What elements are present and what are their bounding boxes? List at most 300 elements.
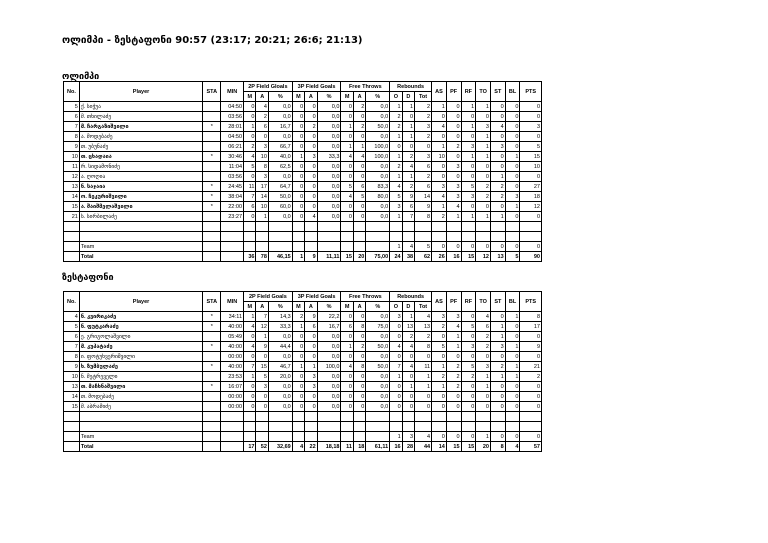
cell-to: 12 [476,252,491,262]
cell-fg3-m: 0 [292,192,304,202]
cell-as: 1 [432,382,447,392]
cell-sta: * [203,122,221,132]
cell-as: 0 [432,392,447,402]
cell-fg3-a: 0 [305,112,317,122]
cell-fg2-a: 9 [256,342,268,352]
cell-as: 0 [432,162,447,172]
header-rf: RF [461,82,476,102]
cell-fg2-pct: 44,4 [268,342,292,352]
cell-ft-m: 0 [341,372,353,382]
cell-player: თ. მოდებაძე [79,392,202,402]
cell-fg2-pct [268,242,292,252]
cell-as: 1 [432,102,447,112]
cell-player: მ. კუპატაძე [79,342,202,352]
header-min: MIN [221,82,244,102]
cell-ft-pct: 83,3 [366,182,390,192]
cell-reb-d: 1 [402,312,414,322]
cell-pts: 0 [520,102,542,112]
cell-reb-tot: 11 [415,362,432,372]
cell-bl: 0 [505,332,520,342]
cell-reb-d: 0 [402,372,414,382]
blank-cell [366,232,390,242]
cell-reb-o: 1 [390,212,402,222]
cell-fg2-m: 1 [244,122,256,132]
cell-ft-pct: 0,0 [366,372,390,382]
cell-rf: 0 [461,112,476,122]
cell-ft-a: 0 [353,402,365,412]
cell-fg3-a: 0 [305,402,317,412]
team-name-home: ოლიმპი [62,72,100,82]
cell-player: ქ. სიჭუა [79,102,202,112]
cell-fg2-m: 2 [244,142,256,152]
cell-sta [203,432,221,442]
cell-fg2-pct: 0,0 [268,402,292,412]
cell-fg3-a: 6 [305,322,317,332]
cell-fg2-m: 0 [244,102,256,112]
header-sta: STA [203,292,221,312]
cell-fg3-pct: 0,0 [317,112,341,122]
cell-fg3-a: 0 [305,132,317,142]
blank-cell [79,232,202,242]
cell-fg2-m: 7 [244,192,256,202]
cell-ft-pct: 0,0 [366,102,390,112]
cell-min: 24:45 [221,182,244,192]
cell-min: 00:00 [221,392,244,402]
cell-no: 6 [64,332,80,342]
cell-no: 11 [64,162,80,172]
blank-cell [317,222,341,232]
blank-cell [520,232,542,242]
cell-fg3-pct: 16,7 [317,322,341,332]
cell-pf: 1 [446,342,461,352]
cell-to: 0 [476,202,491,212]
cell-pts: 17 [520,322,542,332]
cell-fg3-pct: 22,2 [317,312,341,322]
player-row [64,402,542,412]
header-bl: BL [505,292,520,312]
cell-bl: 0 [505,172,520,182]
cell-fg2-m: 1 [244,372,256,382]
cell-pf: 3 [446,162,461,172]
cell-reb-o: 0 [390,382,402,392]
cell-rf: 1 [461,152,476,162]
cell-fg3-pct: 0,0 [317,212,341,222]
cell-pts: 15 [520,152,542,162]
cell-pf: 0 [446,152,461,162]
blank-cell [402,232,414,242]
cell-ft-pct: 0,0 [366,132,390,142]
cell-sta [203,372,221,382]
player-row [64,112,542,122]
cell-reb-o: 5 [390,192,402,202]
player-row [64,162,542,172]
cell-reb-tot: 44 [415,442,432,452]
cell-reb-d: 3 [402,432,414,442]
blank-cell [268,222,292,232]
cell-reb-d: 9 [402,192,414,202]
cell-reb-tot: 0 [415,142,432,152]
cell-ft-a: 0 [353,132,365,142]
cell-ft-pct: 100,0 [366,152,390,162]
blank-cell [292,422,304,432]
cell-st: 0 [490,152,505,162]
cell-pts: 9 [520,342,542,352]
cell-fg3-pct: 0,0 [317,342,341,352]
blank-cell [490,412,505,422]
cell-no: 14 [64,192,80,202]
cell-fg2-m: 0 [244,112,256,122]
blank-cell [244,422,256,432]
cell-reb-tot: 3 [415,152,432,162]
cell-no: 14 [64,392,80,402]
cell-ft-pct: 0,0 [366,402,390,412]
cell-as: 0 [432,132,447,142]
cell-pf: 2 [446,372,461,382]
cell-rf: 0 [461,332,476,342]
cell-as: 4 [432,122,447,132]
cell-fg2-m: 1 [244,312,256,322]
cell-player: ნ. კვირიკაძე [79,312,202,322]
cell-as: 4 [432,192,447,202]
blank-cell [292,412,304,422]
cell-fg3-pct: 0,0 [317,402,341,412]
player-row [64,392,542,402]
cell-as: 1 [432,202,447,212]
cell-to: 6 [476,322,491,332]
header-no: No. [64,82,80,102]
player-row [64,152,542,162]
cell-bl: 4 [505,442,520,452]
blank-cell [292,222,304,232]
player-row [64,132,542,142]
cell-sta [203,172,221,182]
cell-fg2-a: 1 [256,212,268,222]
cell-ft-pct: 100,0 [366,142,390,152]
cell-ft-m: 1 [341,342,353,352]
cell-fg3-pct: 0,0 [317,162,341,172]
cell-bl: 1 [505,342,520,352]
cell-st: 1 [490,172,505,182]
blank-cell [402,222,414,232]
cell-player: ი. ფოტუხვერიშვილი [79,352,202,362]
cell-bl: 0 [505,352,520,362]
cell-ft-a: 8 [353,362,365,372]
cell-reb-o: 1 [390,132,402,142]
cell-fg3-pct: 11,11 [317,252,341,262]
cell-fg3-pct: 0,0 [317,172,341,182]
player-row [64,122,542,132]
blank-cell [305,422,317,432]
cell-fg3-a: 0 [305,192,317,202]
player-row [64,182,542,192]
cell-fg3-m: 1 [292,322,304,332]
cell-bl: 0 [505,242,520,252]
cell-fg2-a: 10 [256,202,268,212]
cell-fg3-a: 0 [305,142,317,152]
cell-as: 0 [432,432,447,442]
cell-ft-pct: 50,0 [366,122,390,132]
blank-cell [268,232,292,242]
cell-fg3-m: 0 [292,382,304,392]
cell-fg2-a: 4 [256,102,268,112]
cell-pf: 0 [446,242,461,252]
cell-bl: 1 [505,362,520,372]
cell-fg3-m: 0 [292,402,304,412]
cell-pts: 8 [520,312,542,322]
cell-ft-m: 0 [341,382,353,392]
blank-cell [244,232,256,242]
cell-pf: 15 [446,442,461,452]
cell-pts: 5 [520,142,542,152]
cell-pf: 0 [446,392,461,402]
cell-no: 7 [64,122,80,132]
cell-fg2-pct: 60,0 [268,202,292,212]
cell-to: 20 [476,442,491,452]
header-2p-pct: % [268,302,292,312]
cell-fg3-a: 0 [305,392,317,402]
cell-no [64,252,80,262]
team-row [64,242,542,252]
cell-fg3-a: 0 [305,352,317,362]
cell-fg2-m: 5 [244,162,256,172]
header-reb-d: D [402,92,414,102]
cell-pf: 0 [446,112,461,122]
header-min: MIN [221,292,244,312]
cell-reb-tot: 1 [415,382,432,392]
cell-fg3-a: 2 [305,122,317,132]
cell-rf: 5 [461,362,476,372]
cell-ft-a: 0 [353,312,365,322]
cell-sta [203,442,221,452]
cell-fg3-m: 0 [292,102,304,112]
home-player-rows [64,102,542,262]
blank-cell [505,222,520,232]
cell-no: 9 [64,362,80,372]
cell-fg3-a: 3 [305,152,317,162]
cell-as: 2 [432,322,447,332]
cell-ft-m: 4 [341,362,353,372]
cell-min: 00:00 [221,352,244,362]
cell-fg3-m: 0 [292,112,304,122]
blank-cell [432,422,447,432]
cell-ft-a: 2 [353,102,365,112]
cell-bl: 1 [505,372,520,382]
cell-fg2-pct: 0,0 [268,132,292,142]
cell-reb-d: 4 [402,242,414,252]
cell-fg3-a: 9 [305,252,317,262]
cell-reb-o: 1 [390,432,402,442]
cell-fg3-pct: 0,0 [317,142,341,152]
cell-ft-m: 4 [341,192,353,202]
cell-sta [203,132,221,142]
cell-ft-a: 0 [353,392,365,402]
cell-fg2-pct: 0,0 [268,382,292,392]
cell-min [221,442,244,452]
blank-cell [305,412,317,422]
cell-no [64,442,80,452]
header-player: Player [79,82,202,102]
away-player-rows [64,312,542,452]
cell-no: 8 [64,352,80,362]
blank-row [64,422,542,432]
blank-cell [203,222,221,232]
cell-ft-m: 0 [341,102,353,112]
cell-fg2-a: 0 [256,352,268,362]
cell-no: 10 [64,152,80,162]
header-ft-m: M [341,92,353,102]
cell-reb-tot: 4 [415,432,432,442]
cell-pts: 90 [520,252,542,262]
cell-fg3-a: 0 [305,342,317,352]
cell-fg3-a: 0 [305,172,317,182]
cell-player: ნ. მეტრეველი [79,372,202,382]
cell-fg3-m: 4 [292,442,304,452]
cell-fg2-pct: 20,0 [268,372,292,382]
blank-cell [490,222,505,232]
cell-sta [203,162,221,172]
cell-rf: 1 [461,122,476,132]
cell-fg3-m: 0 [292,162,304,172]
cell-fg2-pct: 50,0 [268,192,292,202]
cell-reb-o: 2 [390,162,402,172]
cell-st: 1 [490,372,505,382]
blank-cell [244,222,256,232]
blank-cell [79,412,202,422]
header-ft-a: A [353,92,365,102]
cell-min: 40:00 [221,342,244,352]
header-rebounds: Rebounds [390,292,432,302]
cell-reb-tot: 8 [415,212,432,222]
cell-fg2-m [244,432,256,442]
header-reb-d: D [402,302,414,312]
blank-cell [256,222,268,232]
cell-player: ო. ჩეკურიშვილი [79,192,202,202]
cell-st: 0 [490,392,505,402]
cell-player: ა. შაიშმელაშვილი [79,202,202,212]
cell-ft-a: 20 [353,252,365,262]
cell-to: 0 [476,352,491,362]
cell-pts: 0 [520,392,542,402]
cell-to: 0 [476,172,491,182]
cell-sta [203,242,221,252]
cell-ft-m: 5 [341,182,353,192]
cell-fg3-pct: 0,0 [317,382,341,392]
cell-reb-tot: 0 [415,402,432,412]
cell-ft-a: 0 [353,112,365,122]
cell-no [64,242,80,252]
cell-no: 15 [64,202,80,212]
cell-bl: 0 [505,392,520,402]
cell-pf: 2 [446,382,461,392]
home-boxscore-table [63,81,542,262]
cell-fg2-a: 17 [256,182,268,192]
header-pts: PTS [520,82,542,102]
player-row [64,192,542,202]
cell-bl: 0 [505,132,520,142]
cell-fg3-m: 0 [292,142,304,152]
cell-st: 0 [490,202,505,212]
header-2p-field-goals: 2P Field Gloals [244,82,293,92]
cell-reb-o: 0 [390,392,402,402]
blank-cell [432,232,447,242]
cell-to: 0 [476,392,491,402]
cell-bl: 5 [505,252,520,262]
cell-no: 13 [64,182,80,192]
team-name-away: ზესტაფონი [62,273,114,283]
blank-cell [203,232,221,242]
cell-as: 2 [432,372,447,382]
blank-cell [461,412,476,422]
cell-ft-m: 11 [341,442,353,452]
cell-ft-m: 0 [341,132,353,142]
cell-player: ა. მოდებაძე [79,132,202,142]
cell-fg3-pct: 0,0 [317,122,341,132]
cell-ft-m: 0 [341,202,353,212]
cell-fg3-m: 0 [292,172,304,182]
cell-st: 3 [490,342,505,352]
cell-min: 23:53 [221,372,244,382]
cell-pts: 10 [520,162,542,172]
blank-cell [461,222,476,232]
header-3p-field-goals: 3P Field Goals [292,82,341,92]
cell-sta [203,102,221,112]
cell-ft-a: 4 [353,152,365,162]
cell-pf: 3 [446,192,461,202]
blank-cell [256,422,268,432]
cell-ft-pct [366,432,390,442]
cell-no: 7 [64,342,80,352]
cell-reb-d: 6 [402,202,414,212]
blank-cell [520,422,542,432]
cell-fg2-a: 52 [256,442,268,452]
cell-reb-tot: 5 [415,242,432,252]
cell-as: 3 [432,182,447,192]
blank-cell [256,232,268,242]
cell-fg3-a: 4 [305,212,317,222]
cell-fg2-m [244,242,256,252]
cell-sta: * [203,382,221,392]
cell-pts: 0 [520,132,542,142]
cell-no: 10 [64,372,80,382]
cell-fg3-a: 0 [305,202,317,212]
cell-ft-pct: 0,0 [366,312,390,322]
cell-bl: 0 [505,182,520,192]
cell-fg2-m: 4 [244,152,256,162]
cell-reb-o: 24 [390,252,402,262]
cell-min: 28:01 [221,122,244,132]
cell-fg3-a: 0 [305,162,317,172]
cell-to: 4 [476,312,491,322]
blank-row [64,232,542,242]
cell-fg2-m: 0 [244,352,256,362]
cell-fg2-a: 3 [256,382,268,392]
header-st: ST [490,292,505,312]
cell-fg3-a: 1 [305,362,317,372]
cell-reb-tot: 3 [415,122,432,132]
player-row [64,172,542,182]
cell-reb-o: 1 [390,172,402,182]
blank-cell [390,422,402,432]
cell-reb-d: 7 [402,212,414,222]
cell-pts: 0 [520,332,542,342]
cell-as: 0 [432,112,447,122]
player-row [64,142,542,152]
game-title: ოლიმპი - ზესტაფონი 90:57 (23:17; 20:21; 26:6; 21:13) [62,35,363,46]
cell-reb-o: 16 [390,442,402,452]
cell-reb-o: 2 [390,112,402,122]
cell-fg2-m: 0 [244,172,256,182]
header-3p-a: A [305,92,317,102]
